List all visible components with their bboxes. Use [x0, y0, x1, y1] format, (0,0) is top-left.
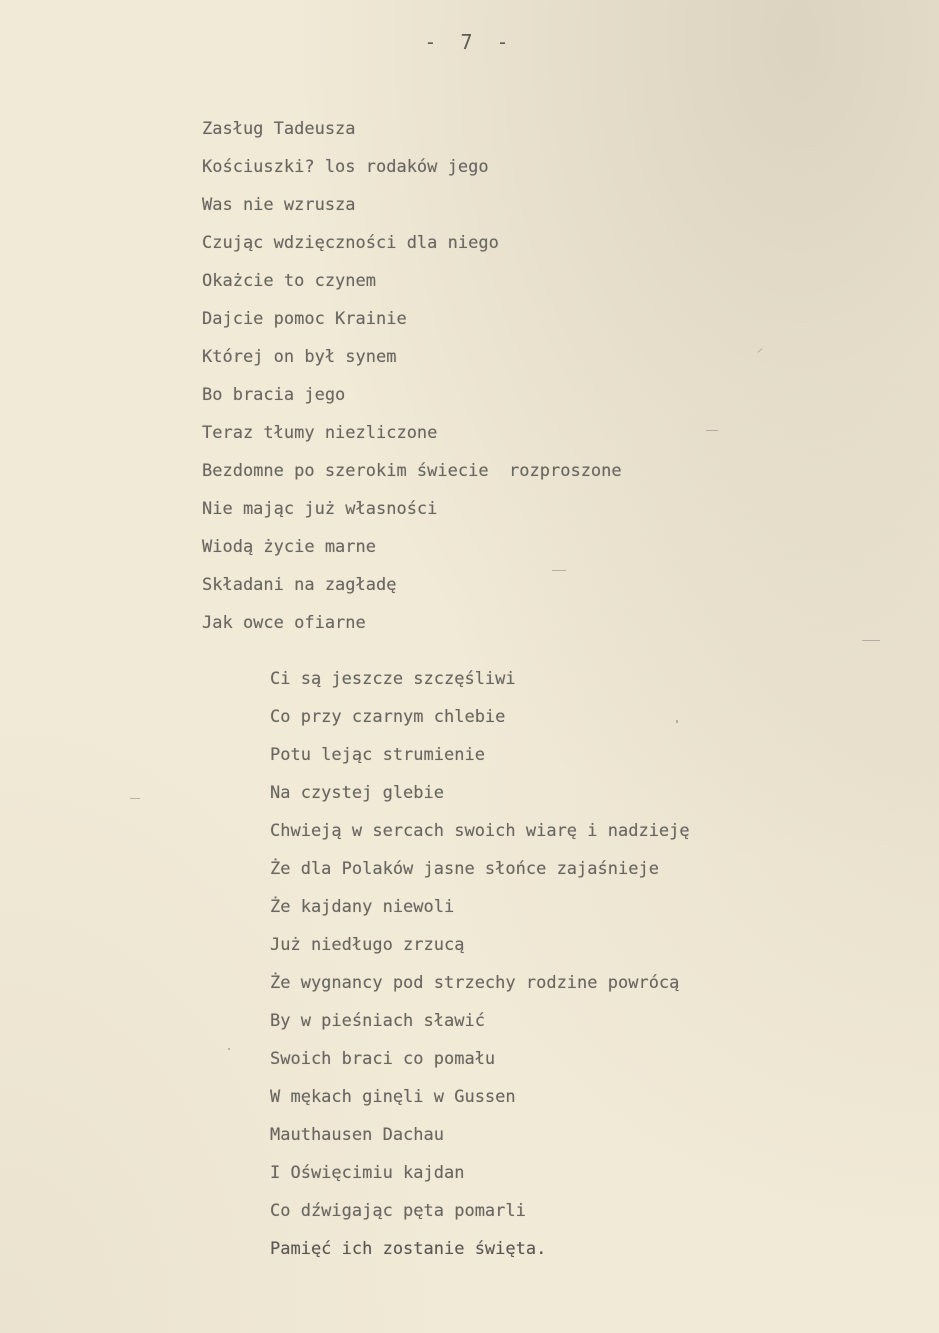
poem-line: Że wygnancy pod strzechy rodzine powrócą	[270, 973, 680, 993]
poem-line: Składani na zagładę	[202, 575, 397, 595]
poem-line: By w pieśniach sławić	[270, 1011, 485, 1031]
paper-speck	[757, 348, 762, 353]
page-number: - 7 -	[424, 30, 515, 54]
poem-line: Kościuszki? los rodaków jego	[202, 157, 489, 177]
poem-line: W mękach ginęli w Gussen	[270, 1087, 516, 1107]
poem-line: Zasług Tadeusza	[202, 119, 356, 139]
poem-line: Mauthausen Dachau	[270, 1125, 444, 1145]
poem-line: Już niedługo zrzucą	[270, 935, 465, 955]
poem-line: Jak owce ofiarne	[202, 613, 366, 633]
paper-speck	[552, 570, 566, 571]
poem-line: Potu lejąc strumienie	[270, 745, 485, 765]
poem-line: Że dla Polaków jasne słońce zajaśnieje	[270, 859, 659, 879]
poem-line: Wiodą życie marne	[202, 537, 376, 557]
poem-stanza-2	[270, 666, 690, 1274]
poem-line: Okażcie to czynem	[202, 271, 376, 291]
poem-line: Chwieją w sercach swoich wiarę i nadzieję	[270, 821, 690, 841]
paper-speck	[862, 640, 880, 641]
poem-stanza-1	[202, 116, 622, 648]
poem-line: Że kajdany niewoli	[270, 897, 455, 917]
poem-line: Czując wdzięczności dla niego	[202, 233, 499, 253]
paper-speck	[706, 430, 718, 431]
poem-line: I Oświęcimiu kajdan	[270, 1163, 465, 1183]
poem-line: Co dźwigając pęta pomarli	[270, 1201, 526, 1221]
poem-line: Której on był synem	[202, 347, 397, 367]
poem-line: Teraz tłumy niezliczone	[202, 423, 438, 443]
poem-line: Bezdomne po szerokim świecie rozproszone	[202, 461, 622, 481]
poem-line: Dajcie pomoc Krainie	[202, 309, 407, 329]
paper-speck	[676, 720, 678, 723]
poem-line: Swoich braci co pomału	[270, 1049, 496, 1069]
poem-line: Bo bracia jego	[202, 385, 346, 405]
poem-line: Nie mając już własności	[202, 499, 438, 519]
paper-speck	[130, 798, 140, 799]
poem-line: Co przy czarnym chlebie	[270, 707, 506, 727]
poem-line: Ci są jeszcze szczęśliwi	[270, 669, 516, 689]
poem-line: Pamięć ich zostanie święta.	[270, 1239, 547, 1259]
paper-speck	[228, 1048, 230, 1050]
poem-line: Was nie wzrusza	[202, 195, 356, 215]
poem-line: Na czystej glebie	[270, 783, 444, 803]
